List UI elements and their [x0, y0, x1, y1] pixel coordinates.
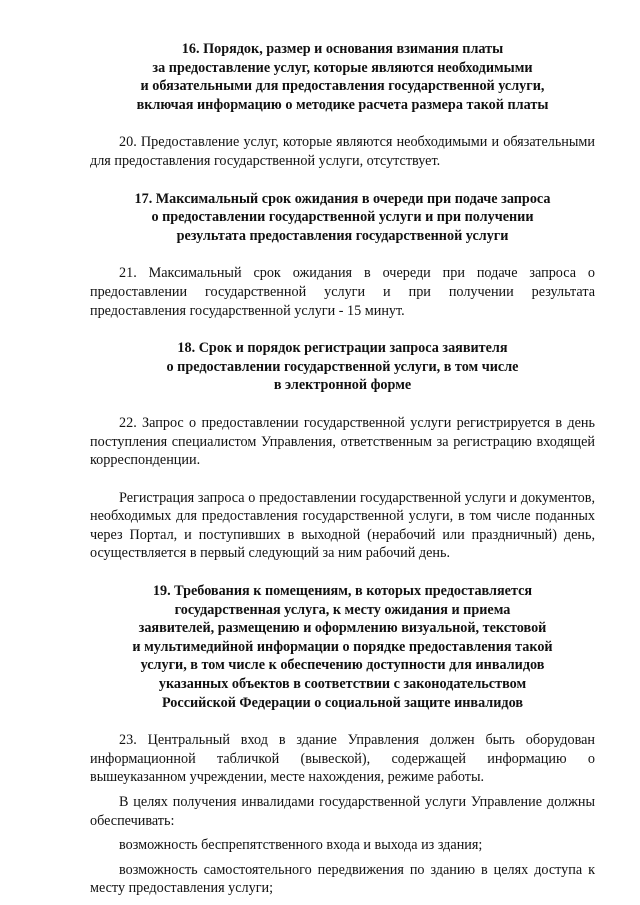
paragraph-entry-exit: возможность беспрепятственного входа и выхода из здания;: [119, 837, 483, 854]
heading-line: о предоставлении государственной услуги и при получении: [151, 209, 534, 226]
heading-line: о предоставлении государственной услуги, в том числе: [166, 358, 519, 375]
heading-line: и мультимедийной информации о порядке предоставления такой: [132, 638, 553, 655]
document-page: [90, 40, 595, 898]
heading-line: заявителей, размещению и оформлению визуальной, текстовой: [138, 620, 547, 637]
paragraph-20: 20. Предоставление услуг, которые являются необходимыми и обязательными для предоставления государственной услуги, отсутствует.: [90, 134, 595, 169]
heading-line: Российской Федерации о социальной защите инвалидов: [161, 694, 524, 711]
section-16-heading: [90, 40, 595, 114]
paragraph-21: 21. Максимальный срок ожидания в очереди при подаче запроса о предоставлении государственной услуги и при получении результата предоставления государственной услуги - 15 минут.: [90, 265, 595, 319]
paragraph-movement: возможность самостоятельного передвижения по зданию в целях доступа к месту предоставления услуги;: [90, 861, 595, 897]
heading-line: 19. Требования к помещениям, в которых предоставляется: [152, 583, 533, 600]
heading-line: включая информацию о методике расчета размера такой платы: [136, 96, 549, 113]
paragraph-22: 22. Запрос о предоставлении государственной услуги регистрируется в день поступления специалистом Управления, ответственным за регистрацию входящей корреспонденции.: [90, 414, 595, 469]
section-18-heading: [90, 339, 595, 395]
section-17-heading: [90, 190, 595, 246]
heading-line: указанных объектов в соответствии с законодательством: [158, 676, 527, 693]
heading-line: результата предоставления государственной услуги: [176, 227, 509, 244]
heading-line: 18. Срок и порядок регистрации запроса заявителя: [177, 340, 508, 357]
heading-line: 16. Порядок, размер и основания взимания платы: [181, 41, 504, 57]
heading-line: 17. Максимальный срок ожидания в очереди при подаче запроса: [134, 190, 551, 207]
section-19-heading: [90, 582, 595, 712]
heading-line: и обязательными для предоставления государственной услуги,: [140, 78, 545, 95]
paragraph-23: 23. Центральный вход в здание Управления должен быть оборудован информационной табличкой (вывеской), содержащей информацию о вышеуказанном учреждении, месте нахождения, режиме работы.: [90, 732, 595, 786]
paragraph-accessibility-intro: В целях получения инвалидами государственной услуги Управление должны обеспечивать:: [90, 794, 595, 829]
heading-line: услуги, в том числе к обеспечению доступности для инвалидов: [140, 657, 545, 674]
heading-line: в электронной форме: [273, 377, 412, 394]
heading-line: государственная услуга, к месту ожидания и приема: [174, 601, 511, 618]
heading-line: за предоставление услуг, которые являются необходимыми: [152, 59, 533, 76]
paragraph-registration: Регистрация запроса о предоставлении государственной услуги и документов, необходимых для предоставления государственной услуги, в том числе поданных через Портал, и поступивших в выходной (нерабочий или праздничный) день, осуществляется в первый следующий за ним рабочий день.: [90, 489, 595, 562]
